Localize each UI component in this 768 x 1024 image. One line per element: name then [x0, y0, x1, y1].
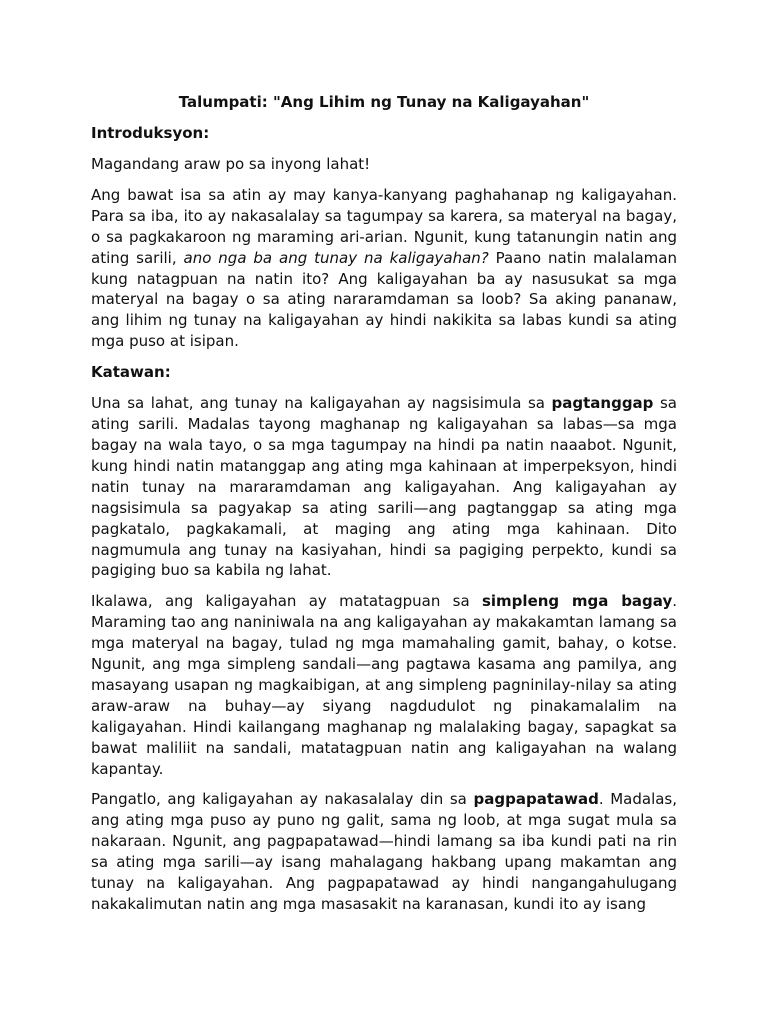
- speech-title: Talumpati: "Ang Lihim ng Tunay na Kaligayahan": [178, 93, 590, 111]
- body-paragraph-3: [91, 789, 677, 914]
- intro-text-end: Paano natin malalaman kung natagpuan na natin ito? Ang kaligayahan ba ay nasusukat sa mga materyal na bagay o sa ating nararamdaman sa loob? Sa aking pananaw, ang lihim ng tunay na kaligayahan ay hindi nakikita sa labas kundi sa ating mga puso at isipan.: [91, 248, 677, 351]
- body-p1-text-end: sa ating sarili. Madalas tayong maghanap ng kaligayahan sa labas—sa mga bagay na wala tayo, o sa mga tagumpay na hindi pa natin naaabot. Ngunit, kung hindi natin matanggap ang ating mga kahinaan at imperpeksyon, hindi natin tunay na mararamdaman ang kaligayahan. Ang kaligayahan ay nagsisimula sa pagyakap sa ating sarili—ang pagtanggap sa ating mga pagkatalo, pagkakamali, at maging ang ating mga kahinaan. Dito nagmumula ang tunay na kasiyahan, hindi sa pagiging perpekto, kundi sa pagiging buo sa kabila ng lahat.: [91, 394, 677, 580]
- introduction-heading: Introduksyon:: [91, 124, 210, 142]
- greeting-paragraph: Magandang araw po sa inyong lahat!: [91, 155, 371, 173]
- body-p1-keyword: pagtanggap: [551, 394, 654, 413]
- body-p3-keyword: pagpapatawad: [473, 790, 599, 809]
- document-page: [91, 92, 677, 925]
- body-p3-text-start: Pangatlo, ang kaligayahan ay nakasalalay din sa: [91, 790, 474, 809]
- body-p2-text-end: . Maraming tao ang naniniwala na ang kaligayahan ay makakamtan lamang sa mga materyal na bagay, tulad ng mga mamahaling gamit, bahay, o kotse. Ngunit, ang mga simpleng sandali—ang pagtawa kasama ang pamilya, ang masayang usapan ng magkaibigan, at ang simpleng pagninilay-nilay sa ating araw-araw na buhay—ay siyang nagdudulot ng pinakamalalim na kaligayahan. Hindi kailangang maghanap ng malalaking bagay, sapagkat sa bawat maliliit na sandali, matatagpuan natin ang kaligayahan na walang kapantay.: [91, 592, 678, 778]
- body-paragraph-2: [91, 591, 677, 779]
- body-paragraph-1: [91, 393, 677, 581]
- intro-text-start: Ang bawat isa sa atin ay may kanya-kanyang paghahanap ng kaligayahan. Para sa iba, ito ay nakasalalay sa tagumpay sa karera, sa materyal na bagay, o sa pagkakaroon ng maraming ari-arian. Ngunit, kung tatanungin natin ang ating sarili,: [91, 185, 677, 267]
- introduction-paragraph: [91, 185, 677, 352]
- body-p2-keyword: simpleng mga bagay: [481, 592, 673, 611]
- body-p3-text-end: . Madalas, ang ating mga puso ay puno ng galit, sama ng loob, at mga sugat mula sa nakaraan. Ngunit, ang pagpapatawad—hindi lamang sa iba kundi pati na rin sa ating mga sarili—ay isang mahalagang hakbang upang makamtan ang tunay na kaligayahan. Ang pagpapatawad ay hindi nangangahulugang nakakalimutan natin ang mga masasakit na karanasan, kundi ito ay isang: [91, 790, 678, 913]
- body-p2-text-start: Ikalawa, ang kaligayahan ay matatagpuan sa: [91, 592, 482, 611]
- body-heading: Katawan:: [91, 363, 171, 382]
- body-p1-text-start: Una sa lahat, ang tunay na kaligayahan ay nagsisimula sa: [91, 394, 552, 413]
- intro-question-italic: ano nga ba ang tunay na kaligayahan?: [183, 248, 489, 267]
